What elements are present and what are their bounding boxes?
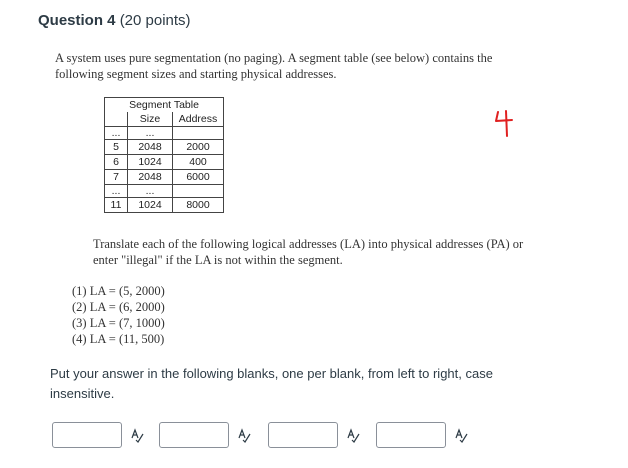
spellcheck-icon[interactable] [346,427,360,443]
logical-address-item: (2) LA = (6, 2000) [72,300,165,314]
table-header-cell: Address [173,112,224,127]
table-cell: ... [105,127,128,140]
table-row [105,198,224,213]
answer-input-1[interactable] [53,423,121,447]
table-cell: 8000 [173,198,224,213]
spellcheck-icon[interactable] [454,427,468,443]
question-title: Question 4 [38,12,116,29]
table-row [105,140,224,155]
answer-input-2[interactable] [160,423,228,447]
table-row [105,170,224,185]
table-cell: 2048 [128,140,173,155]
prompt-line: A system uses pure segmentation (no paging). A segment table (see below) contains the [55,51,493,65]
table-cell: 5 [105,140,128,155]
table-row [105,127,224,140]
table-cell: 6 [105,155,128,170]
table-cell: 1024 [128,198,173,213]
table-cell: ... [128,185,173,198]
translate-line: Translate each of the following logical addresses (LA) into physical addresses (PA) or [93,237,524,251]
logical-address-list [72,283,165,347]
table-cell: 2048 [128,170,173,185]
table-cell: 11 [105,198,128,213]
segment-table [104,97,224,213]
spellcheck-icon[interactable] [130,427,144,443]
logical-address-item: (3) LA = (7, 1000) [72,316,165,330]
table-cell: 400 [173,155,224,170]
handwritten-score-mark [492,108,518,138]
question-prompt [55,50,525,82]
table-cell [173,127,224,140]
table-row [105,155,224,170]
translate-line: enter "illegal" if the LA is not within the segment. [93,253,343,267]
answer-blank-2[interactable] [159,422,229,448]
instructions-line: Put your answer in the following blanks, one per blank, from left to right, case [50,366,493,381]
translate-instructions [93,236,543,268]
prompt-line: following segment sizes and starting physical addresses. [55,67,337,81]
table-cell: 7 [105,170,128,185]
table-cell: 1024 [128,155,173,170]
table-header-cell: Size [128,112,173,127]
logical-address-item: (1) LA = (5, 2000) [72,284,165,298]
answer-blank-3[interactable] [268,422,338,448]
segment-table-header-row [105,112,224,127]
answer-input-4[interactable] [377,423,445,447]
answer-blank-4[interactable] [376,422,446,448]
segment-table-caption: Segment Table [105,98,224,113]
instructions-line: insensitive. [50,386,115,401]
table-cell: 6000 [173,170,224,185]
question-points: (20 points) [119,12,191,29]
logical-address-item: (4) LA = (11, 500) [72,332,165,346]
table-cell: 2000 [173,140,224,155]
table-row [105,185,224,198]
answer-input-3[interactable] [269,423,337,447]
table-cell: ... [105,185,128,198]
table-cell: ... [128,127,173,140]
spellcheck-icon[interactable] [237,427,251,443]
answer-instructions [50,364,520,404]
answer-blank-1[interactable] [52,422,122,448]
question-header [38,12,191,29]
table-header-cell [105,112,128,127]
table-cell [173,185,224,198]
